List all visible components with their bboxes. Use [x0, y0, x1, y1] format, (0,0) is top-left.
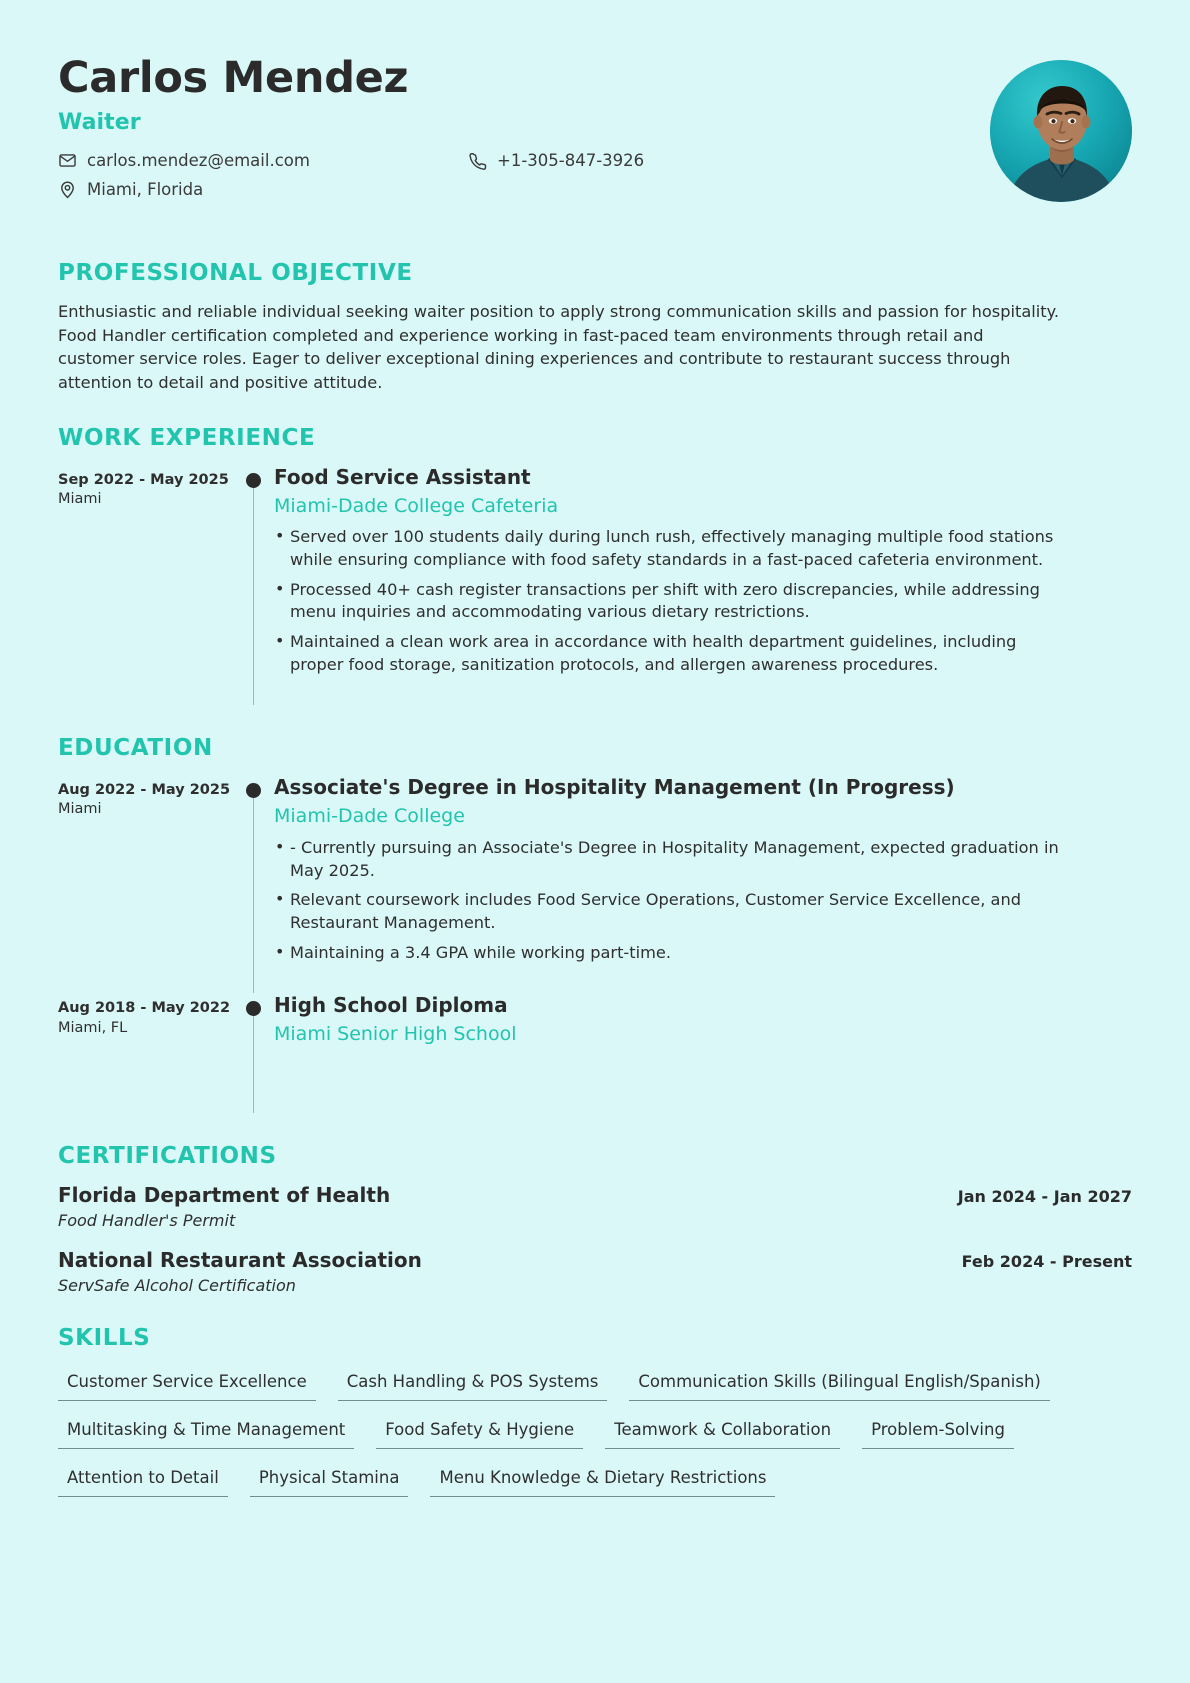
contact-row-1: [58, 151, 758, 170]
work-entry-date-range: Sep 2022 - May 2025: [58, 471, 229, 488]
certification-issuer: Florida Department of Health: [58, 1183, 391, 1208]
certification-name: Food Handler's Permit: [58, 1211, 236, 1231]
timeline-dot: [246, 1001, 261, 1016]
certification-header: [58, 1183, 1132, 1207]
certification-item: [58, 1248, 1132, 1295]
skill-tag: Customer Service Excellence: [58, 1365, 316, 1401]
education-entry-location: Miami, FL: [58, 1019, 128, 1036]
certification-name: ServSafe Alcohol Certification: [58, 1276, 296, 1296]
certification-date-range: Feb 2024 - Present: [961, 1252, 1132, 1272]
section-title-education: EDUCATION: [58, 735, 213, 762]
timeline-rail: [253, 798, 255, 993]
education-entry-date: [58, 993, 238, 1113]
map-pin-icon: [58, 180, 77, 199]
education-entry-bullets: [274, 837, 1132, 964]
contact-email-text: carlos.mendez@email.com: [87, 151, 310, 171]
skill-tag: Communication Skills (Bilingual English/Spanish): [629, 1365, 1050, 1401]
education-entry: [58, 775, 1132, 993]
skill-tag: Multitasking & Time Management: [58, 1413, 354, 1449]
education-entry-location: Miami: [58, 801, 102, 818]
contact-email[interactable]: [58, 151, 468, 170]
section-title-work: WORK EXPERIENCE: [58, 424, 316, 451]
education-entry-date-range: Aug 2022 - May 2025: [58, 782, 231, 799]
envelope-icon: [58, 151, 77, 170]
timeline-rail: [253, 488, 255, 706]
timeline-marker: [238, 775, 272, 993]
certification-item: [58, 1183, 1132, 1230]
timeline-rail: [253, 1016, 255, 1113]
section-title-skills: SKILLS: [58, 1325, 151, 1352]
skills-list: [58, 1365, 1068, 1509]
certification-header: [58, 1248, 1132, 1272]
work-entry-body: [272, 465, 1132, 706]
timeline-marker: [238, 993, 272, 1113]
work-entry: [58, 465, 1132, 706]
work-entry-title: Food Service Assistant: [274, 464, 531, 489]
list-item: • Maintaining a 3.4 GPA while working part-time.: [274, 942, 1074, 965]
education-entry-date-range: Aug 2018 - May 2022: [58, 1000, 231, 1017]
timeline-marker: [238, 465, 272, 706]
contact-location: [58, 180, 203, 199]
objective-text: Enthusiastic and reliable individual seeking waiter position to apply strong communication skills and passion for hospitality. Food Handler certification completed and experience working in fast-paced team environments through retail and customer service roles. Eager to deliver exceptional dining experiences and contribute to restaurant success through attention to detail and positive attitude.: [58, 302, 1060, 392]
list-item: • Processed 40+ cash register transactions per shift with zero discrepancies, while addressing menu inquiries and accommodating various dietary restrictions.: [274, 579, 1074, 624]
contact-row-2: [58, 180, 758, 199]
education-entry-title: Associate's Degree in Hospitality Management (In Progress): [274, 775, 955, 800]
education-entry-organization: Miami-Dade College: [274, 805, 465, 828]
contact-location-text: Miami, Florida: [87, 180, 204, 200]
section-title-objective: PROFESSIONAL OBJECTIVE: [58, 260, 413, 286]
skill-tag: Problem-Solving: [862, 1413, 1014, 1449]
skill-tag: Menu Knowledge & Dietary Restrictions: [430, 1461, 775, 1497]
certification-date-range: Jan 2024 - Jan 2027: [957, 1187, 1132, 1207]
section-title-certifications: CERTIFICATIONS: [58, 1143, 277, 1170]
list-item: • Relevant coursework includes Food Service Operations, Customer Service Excellence, and Restaurant Management.: [274, 889, 1074, 934]
timeline-dot: [246, 473, 261, 488]
work-entry-location: Miami: [58, 490, 102, 507]
candidate-name: Carlos Mendez: [58, 53, 409, 103]
education-entry-organization: Miami Senior High School: [274, 1023, 517, 1046]
skill-tag: Teamwork & Collaboration: [605, 1413, 840, 1449]
avatar: [990, 60, 1132, 202]
list-item: • Served over 100 students daily during lunch rush, effectively managing multiple food stations while ensuring compliance with food safety standards in a fast-paced cafeteria environment.: [274, 526, 1074, 571]
work-entry-date: [58, 465, 238, 706]
skill-tag: Food Safety & Hygiene: [376, 1413, 583, 1449]
timeline-dot: [246, 783, 261, 798]
skill-tag: Cash Handling & POS Systems: [338, 1365, 608, 1401]
candidate-job-title: Waiter: [58, 110, 141, 136]
education-entry-body: [272, 775, 1132, 993]
skill-tag: Physical Stamina: [250, 1461, 409, 1497]
education-entry-title: High School Diploma: [274, 993, 508, 1018]
contact-phone-text: +1-305-847-3926: [497, 151, 645, 171]
contact-phone[interactable]: [468, 151, 644, 170]
list-item: • Maintained a clean work area in accordance with health department guidelines, including proper food storage, sanitization protocols, and allergen awareness procedures.: [274, 631, 1074, 676]
education-entry: [58, 993, 1132, 1113]
resume-header: [58, 55, 1132, 230]
contact-details: [58, 151, 758, 199]
list-item: • - Currently pursuing an Associate's Degree in Hospitality Management, expected graduation in May 2025.: [274, 837, 1074, 882]
skill-tag: Attention to Detail: [58, 1461, 228, 1497]
certification-issuer: National Restaurant Association: [58, 1248, 422, 1273]
work-entry-organization: Miami-Dade College Cafeteria: [274, 494, 559, 517]
education-entry-date: [58, 775, 238, 993]
education-entry-body: [272, 993, 1132, 1113]
phone-icon: [468, 151, 487, 170]
work-entry-bullets: [274, 526, 1132, 676]
